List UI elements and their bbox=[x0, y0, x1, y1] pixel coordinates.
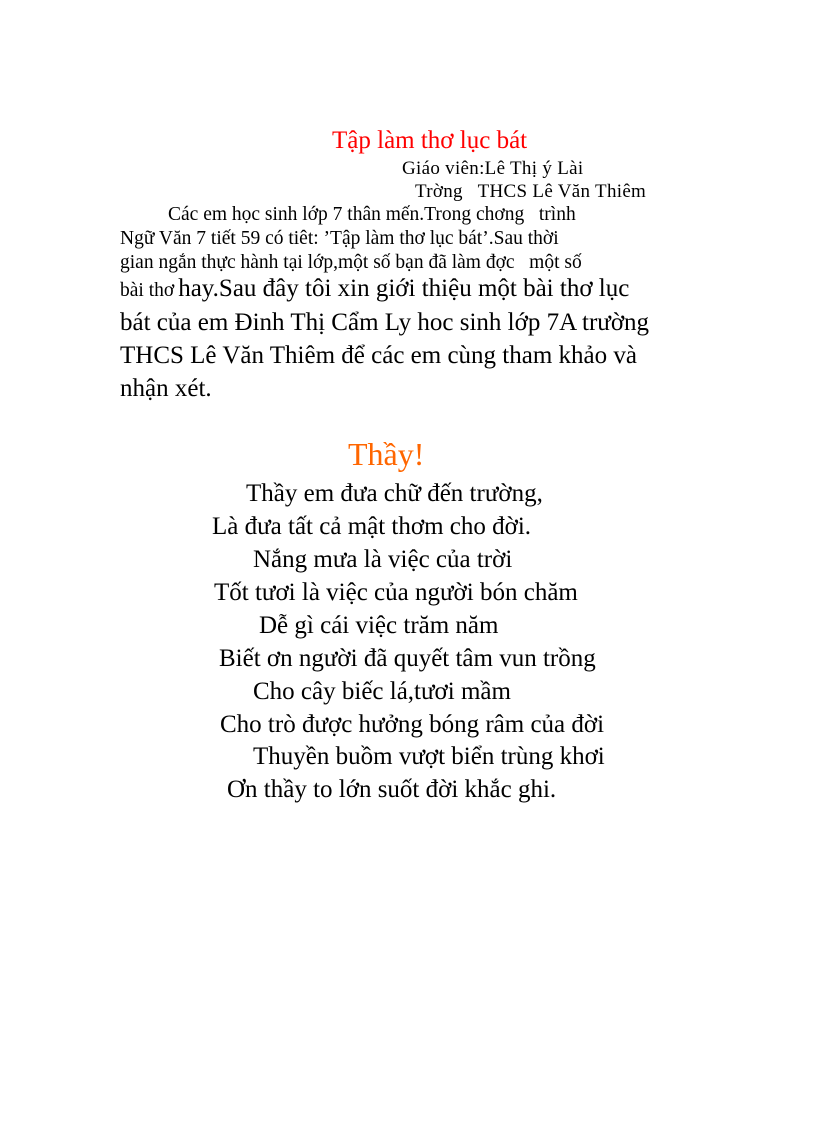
intro-line: gian ngắn thực hành tại lớp,một số bạn đã làm đợc một số bbox=[120, 252, 582, 273]
poem-line: Nắng mưa là việc của trời bbox=[253, 546, 513, 573]
intro-line: Các em học sinh lớp 7 thân mến.Trong chơng trình bbox=[168, 204, 576, 225]
poem-line: Cho cây biếc lá,tươi mầm bbox=[253, 678, 511, 705]
intro-line: bát của em Đinh Thị Cẩm Ly hoc sinh lớp 7A trường bbox=[120, 309, 650, 336]
poem-line: Thầy em đưa chữ đến trường, bbox=[246, 480, 543, 507]
poem-line: Là đưa tất cả mật thơm cho đời. bbox=[212, 513, 532, 540]
intro-line: nhận xét. bbox=[120, 375, 212, 402]
poem-line: Ơn thầy to lớn suốt đời khắc ghi. bbox=[227, 776, 557, 803]
school-name: Trờng THCS Lê Văn Thiêm bbox=[415, 181, 647, 202]
poem-title: Thầy! bbox=[348, 436, 425, 472]
poem-line: Dễ gì cái việc trăm năm bbox=[259, 612, 499, 639]
intro-line bbox=[120, 276, 629, 301]
intro-line: THCS Lê Văn Thiêm để các em cùng tham khảo và bbox=[120, 342, 637, 369]
poem-line: Biết ơn người đã quyết tâm vun trồng bbox=[219, 645, 596, 672]
poem-line: Cho trò được hưởng bóng râm của đời bbox=[220, 711, 605, 738]
intro-line-start: bài thơ bbox=[120, 280, 175, 301]
poem-line: Thuyền buồm vượt biển trùng khơi bbox=[253, 743, 605, 770]
teacher-name: Giáo viên:Lê Thị ý Lài bbox=[402, 158, 584, 179]
intro-line: Ngữ Văn 7 tiết 59 có tiêt: ’Tập làm thơ lục bát’.Sau thời bbox=[120, 228, 559, 249]
poem-line: Tốt tươi là việc của người bón chăm bbox=[214, 579, 578, 606]
document-title: Tập làm thơ lục bát bbox=[332, 127, 528, 154]
intro-line-rest: hay.Sau đây tôi xin giới thiệu một bài thơ lục bbox=[178, 275, 630, 302]
